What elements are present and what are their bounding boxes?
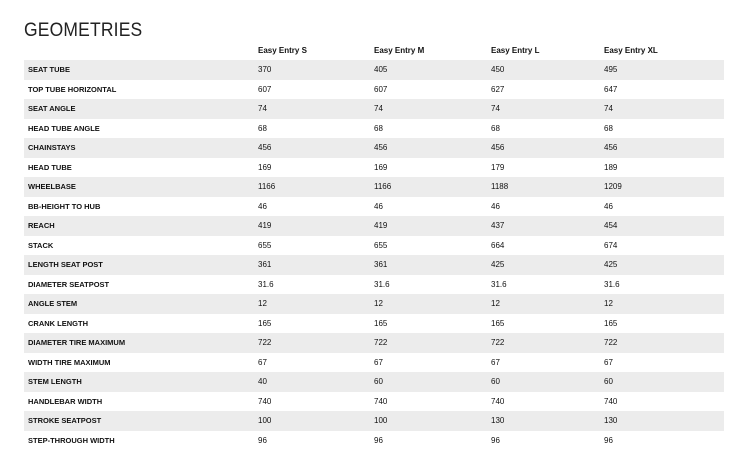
row-value: 165 (604, 318, 618, 328)
row-value: 627 (491, 84, 505, 94)
row-value: 31.6 (258, 279, 274, 289)
row-value: 189 (604, 162, 618, 172)
row-value: 1209 (604, 182, 622, 191)
table-body (24, 60, 724, 450)
row-value: 74 (258, 104, 267, 113)
row-value: 96 (258, 435, 267, 445)
row-value: 96 (374, 435, 383, 445)
table-row (24, 392, 724, 412)
table-row (24, 138, 724, 158)
row-value: 12 (258, 299, 267, 308)
table-row (24, 353, 724, 373)
row-value: 46 (374, 201, 383, 211)
table-row (24, 372, 724, 392)
row-value: 96 (604, 435, 613, 445)
row-label: WIDTH TIRE MAXIMUM (28, 357, 111, 367)
table-row (24, 216, 724, 236)
row-value: 740 (491, 396, 505, 406)
row-label: DIAMETER SEATPOST (28, 279, 110, 289)
row-value: 74 (491, 104, 500, 113)
row-value: 67 (374, 357, 383, 367)
row-value: 647 (604, 84, 618, 94)
row-value: 370 (258, 65, 272, 74)
row-value: 674 (604, 240, 618, 250)
table-row (24, 197, 724, 217)
row-value: 60 (374, 377, 383, 386)
row-value: 165 (374, 318, 388, 328)
row-value: 456 (258, 143, 272, 152)
table-row (24, 119, 724, 139)
row-value: 169 (258, 162, 272, 172)
column-header: Easy Entry XL (604, 46, 658, 55)
row-value: 1166 (258, 182, 276, 191)
table-row (24, 236, 724, 256)
row-value: 67 (604, 357, 613, 367)
table-header-row (24, 41, 724, 60)
row-label: ANGLE STEM (28, 299, 78, 308)
row-value: 12 (374, 299, 383, 308)
row-value: 664 (491, 240, 505, 250)
row-value: 419 (258, 221, 272, 230)
table-row (24, 177, 724, 197)
row-label: TOP TUBE HORIZONTAL (28, 84, 117, 94)
table-row (24, 275, 724, 295)
row-value: 12 (604, 299, 613, 308)
row-value: 437 (491, 221, 505, 230)
row-value: 68 (374, 123, 383, 133)
row-label: LENGTH SEAT POST (28, 260, 103, 269)
row-label: SEAT ANGLE (28, 104, 76, 113)
row-value: 31.6 (491, 279, 507, 289)
row-label: CRANK LENGTH (28, 318, 88, 328)
row-value: 67 (491, 357, 500, 367)
row-value: 68 (258, 123, 267, 133)
row-value: 450 (491, 65, 505, 74)
row-value: 46 (604, 201, 613, 211)
table-row (24, 294, 724, 314)
row-value: 96 (491, 435, 500, 445)
row-value: 495 (604, 65, 618, 74)
row-value: 655 (258, 240, 272, 250)
row-value: 655 (374, 240, 388, 250)
row-value: 740 (258, 396, 272, 406)
row-value: 68 (604, 123, 613, 133)
row-value: 60 (604, 377, 613, 386)
row-value: 740 (374, 396, 388, 406)
row-value: 60 (491, 377, 500, 386)
row-value: 31.6 (374, 279, 390, 289)
table-row (24, 60, 724, 80)
row-label: BB-HEIGHT TO HUB (28, 201, 101, 211)
row-label: HEAD TUBE ANGLE (28, 123, 100, 133)
table-row (24, 80, 724, 100)
row-value: 169 (374, 162, 388, 172)
row-value: 130 (491, 416, 505, 425)
row-value: 425 (491, 260, 505, 269)
table-row (24, 255, 724, 275)
row-value: 1188 (491, 182, 509, 191)
row-value: 419 (374, 221, 388, 230)
table-row (24, 431, 724, 451)
row-value: 68 (491, 123, 500, 133)
row-label: HEAD TUBE (28, 162, 72, 172)
row-value: 165 (258, 318, 272, 328)
table-row (24, 314, 724, 334)
row-value: 361 (374, 260, 388, 269)
row-value: 405 (374, 65, 388, 74)
row-value: 456 (374, 143, 388, 152)
row-value: 12 (491, 299, 500, 308)
row-value: 722 (491, 338, 505, 347)
column-header: Easy Entry M (374, 46, 425, 55)
table-row (24, 411, 724, 431)
row-value: 456 (604, 143, 618, 152)
row-label: STEM LENGTH (28, 377, 82, 386)
row-value: 456 (491, 143, 505, 152)
row-value: 722 (258, 338, 272, 347)
row-label: HANDLEBAR WIDTH (28, 396, 103, 406)
row-value: 740 (604, 396, 618, 406)
row-value: 74 (604, 104, 613, 113)
row-value: 67 (258, 357, 267, 367)
row-value: 179 (491, 162, 505, 172)
geometry-table (24, 41, 724, 450)
row-value: 425 (604, 260, 618, 269)
row-value: 40 (258, 377, 267, 386)
row-label: SEAT TUBE (28, 65, 70, 74)
page-title: GEOMETRIES (24, 20, 143, 41)
row-label: STACK (28, 240, 54, 250)
row-value: 607 (374, 84, 388, 94)
row-label: STROKE SEATPOST (28, 416, 102, 425)
row-value: 31.6 (604, 279, 620, 289)
row-value: 46 (491, 201, 500, 211)
row-value: 165 (491, 318, 505, 328)
row-value: 454 (604, 221, 618, 230)
table-row (24, 99, 724, 119)
row-label: DIAMETER TIRE MAXIMUM (28, 338, 126, 347)
row-value: 722 (374, 338, 388, 347)
row-label: WHEELBASE (28, 182, 76, 191)
row-value: 100 (258, 416, 272, 425)
row-label: STEP-THROUGH WIDTH (28, 435, 115, 445)
column-header: Easy Entry L (491, 46, 540, 55)
row-value: 130 (604, 416, 618, 425)
row-value: 1166 (374, 182, 392, 191)
row-value: 46 (258, 201, 267, 211)
row-value: 100 (374, 416, 388, 425)
row-value: 361 (258, 260, 272, 269)
row-label: CHAINSTAYS (28, 143, 76, 152)
row-value: 607 (258, 84, 272, 94)
row-label: REACH (28, 221, 55, 230)
column-header: Easy Entry S (258, 46, 307, 55)
row-value: 722 (604, 338, 618, 347)
table-row (24, 333, 724, 353)
table-row (24, 158, 724, 178)
row-value: 74 (374, 104, 383, 113)
